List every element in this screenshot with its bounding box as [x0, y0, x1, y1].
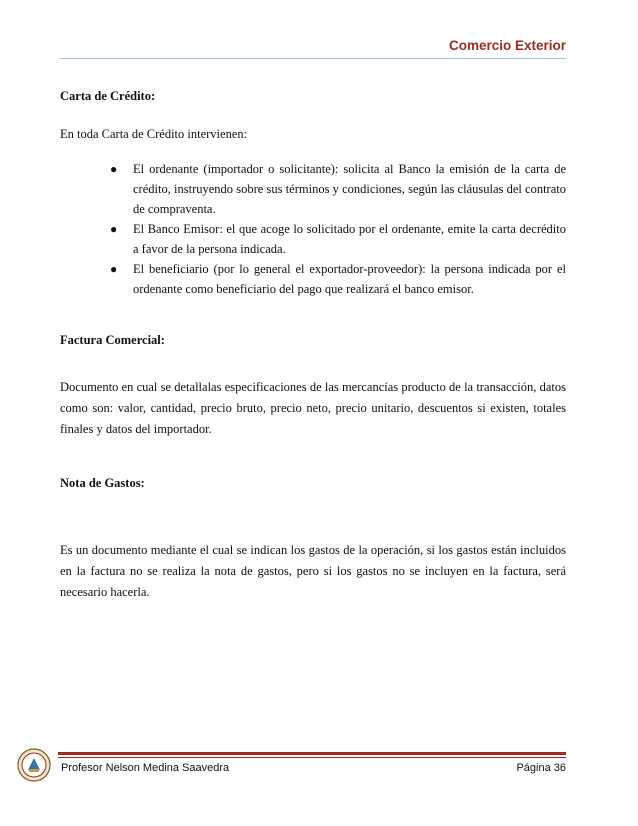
carta-heading: Carta de Crédito:: [60, 89, 156, 103]
nota-heading: Nota de Gastos:: [60, 476, 145, 490]
footer-rule-thin: [58, 757, 566, 758]
bullet-icon: ●: [110, 262, 118, 276]
nota-text: Es un documento mediante el cual se indican los gastos de la operación, si los gastos están incluidos en la factura no se realiza la nota de gastos, pero si los gastos no se incluyen en la factura, será necesario hacerla.: [60, 543, 566, 599]
footer-author: Profesor Nelson Medina Saavedra: [61, 762, 230, 774]
bullet-icon: ●: [110, 222, 118, 236]
header-rule: [60, 58, 566, 59]
bullet-text: El ordenante (importador o solicitante): solicita al Banco la emisión de la carta de crédito, instruyendo sobre sus términos y condiciones, según las cláusulas del contrato de compraventa.: [133, 162, 566, 216]
header-title: Comercio Exterior: [448, 38, 566, 53]
list-item: [110, 259, 566, 299]
bullet-text: El Banco Emisor: el que acoge lo solicitado por el ordenante, emite la carta decrédito a favor de la persona indicada.: [133, 222, 566, 256]
list-item: [110, 219, 566, 259]
university-seal-icon: [17, 748, 51, 782]
bullet-icon: ●: [110, 162, 118, 176]
bullet-text: El beneficiario (por lo general el exportador-proveedor): la persona indicada por el ordenante como beneficiario del pago que realizará el banco emisor.: [133, 262, 566, 296]
footer-rule: [58, 752, 566, 755]
factura-text: Documento en cual se detallalas especificaciones de las mercancías producto de la transacción, datos como son: valor, cantidad, precio bruto, precio neto, precio unitario, descuentos si existen, totales finales y datos del importador.: [60, 380, 566, 436]
footer-page-number: Página 36: [516, 762, 566, 774]
factura-heading: Factura Comercial:: [60, 333, 165, 347]
carta-intro: En toda Carta de Crédito intervienen:: [60, 127, 248, 141]
carta-bullet-list: [110, 159, 566, 299]
list-item: [110, 159, 566, 219]
